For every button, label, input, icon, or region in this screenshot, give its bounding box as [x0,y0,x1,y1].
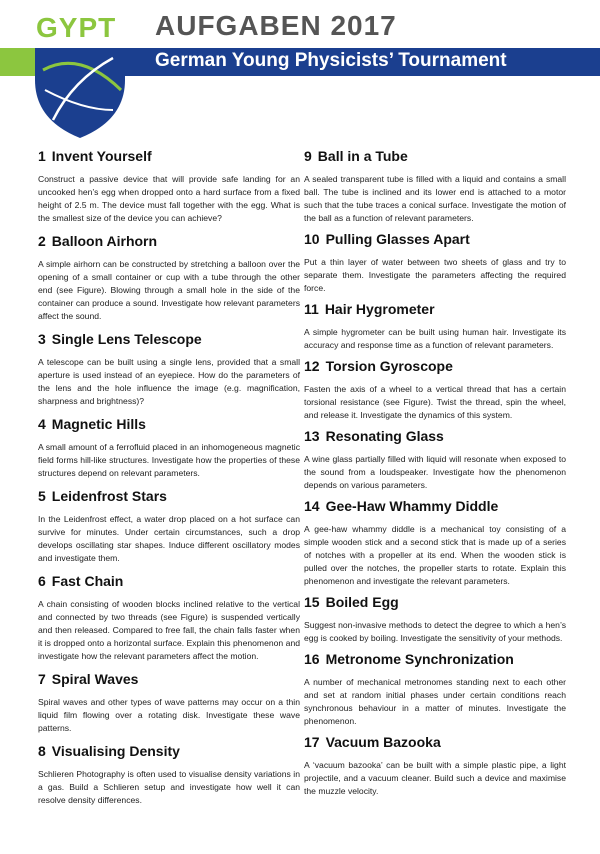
task-title: Boiled Egg [325,594,399,610]
task-15 [304,594,566,645]
task-14 [304,498,566,588]
task-13 [304,428,566,492]
task-title: Invent Yourself [51,148,152,164]
task-heading [38,488,300,504]
task-title: Ball in a Tube [317,148,408,164]
task-title: Spiral Waves [51,671,139,687]
task-heading [304,428,566,444]
task-text: A sealed transparent tube is filled with a liquid and contains a small ball. The tube is inclined and its lower end is attached to a motor such that the tube traces a conical surface. Investigate the motion of the ball as a function of relevant parameters. [304,174,566,223]
task-text: A number of mechanical metronomes standing next to each other and set at random initial phases under certain conditions reach synchronous behaviour in a matter of minutes. Investigate the phenomenon. [304,677,566,726]
task-number: 6 [38,573,46,589]
task-number: 5 [38,488,46,504]
task-number: 13 [304,428,320,444]
task-heading [38,148,300,164]
task-text: Put a thin layer of water between two sheets of glass and try to separate them. Investigate the parameters affecting the required force. [304,257,566,293]
task-heading [304,594,566,610]
task-heading [304,231,566,247]
task-heading [304,358,566,374]
task-1 [38,148,300,225]
page-title: AUFGABEN 2017 [155,10,397,41]
task-number: 2 [38,233,46,249]
task-6 [38,573,300,663]
task-heading [38,416,300,432]
task-8 [38,743,300,807]
task-number: 17 [304,734,320,750]
task-text: A simple airhorn can be constructed by stretching a balloon over the opening of a small container or cup with a tube through the other end (see Figure). Blowing through a small hole in the side of the container can produce a sound. Investigate how relevant parameters affect the sound. [38,259,300,321]
task-11 [304,301,566,352]
task-text: In the Leidenfrost effect, a water drop placed on a hot surface can survive for minutes. Under certain circumstances, such a drop develops oscillating star shapes. Induce different oscillatory modes and investigate them. [38,514,300,563]
task-title: Hair Hygrometer [324,301,435,317]
logo-text: GYPT [36,12,117,43]
task-text: A gee-haw whammy diddle is a mechanical toy consisting of a simple wooden stick and a second stick that is made up of a series of notches with a propeller at its end. When the wooden stick is pulled over the notches, the propeller starts to rotate. Explain this phenomenon and investigate the relevant parameters. [304,524,566,586]
task-text: A ‘vacuum bazooka’ can be built with a simple plastic pipe, a light projectile, and a vacuum cleaner. Build such a device and maximise the muzzle velocity. [304,760,566,796]
task-title: Magnetic Hills [51,416,146,432]
page-subtitle: German Young Physicists’ Tournament [155,50,507,71]
page-header [0,0,600,130]
task-number: 9 [304,148,312,164]
left-column [38,148,300,815]
task-title: Balloon Airhorn [51,233,158,249]
task-number: 3 [38,331,46,347]
task-number: 12 [304,358,320,374]
task-number: 7 [38,671,46,687]
task-heading [38,743,300,759]
task-title: Vacuum Bazooka [325,734,441,750]
task-title: Single Lens Telescope [51,331,202,347]
task-number: 11 [304,301,319,317]
task-title: Gee-Haw Whammy Diddle [325,498,499,514]
task-12 [304,358,566,422]
task-text: A chain consisting of wooden blocks inclined relative to the vertical and connected by two threads (see Figure) is suspended vertically and then released. Compared to free fall, the chain falls faster when it is dropped onto a horizontal surface. Explain this phenomenon and investigate how the relevant parameters affect the motion. [38,599,300,661]
task-heading [38,331,300,347]
task-heading [38,671,300,687]
task-text: Suggest non-invasive methods to detect the degree to which a hen’s egg is cooked by boiling. Investigate the sensitivity of your methods. [304,620,566,643]
task-number: 14 [304,498,320,514]
gypt-shield-logo [33,40,127,140]
task-title: Visualising Density [51,743,180,759]
task-5 [38,488,300,565]
task-text: Construct a passive device that will provide safe landing for an uncooked hen’s egg when dropped onto a hard surface from a fixed height of 2.5 m. The device must fall together with the egg. What is the smallest size of the device you can achieve? [38,174,300,223]
task-3 [38,331,300,408]
task-7 [38,671,300,735]
task-2 [38,233,300,323]
task-title: Fast Chain [51,573,124,589]
task-number: 8 [38,743,46,759]
task-10 [304,231,566,295]
task-text: Fasten the axis of a wheel to a vertical thread that has a certain torsional resistance (see Figure). Twist the thread, spin the wheel, and release it. Investigate the dynamics of this system. [304,384,566,420]
task-number: 4 [38,416,46,432]
task-heading [304,734,566,750]
task-text: A telescope can be built using a single lens, provided that a small aperture is used instead of an eyepiece. How do the parameters of the lens and the hole influence the image (e.g. magnification, sharpness and brightness)? [38,357,300,406]
task-heading [304,301,566,317]
task-heading [304,651,566,667]
task-text: Spiral waves and other types of wave patterns may occur on a thin liquid film flowing over a rotating disk. Investigate these wave patterns. [38,697,300,733]
task-number: 16 [304,651,320,667]
task-title: Pulling Glasses Apart [325,231,470,247]
task-title: Torsion Gyroscope [325,358,453,374]
task-17 [304,734,566,798]
task-text: A simple hygrometer can be built using human hair. Investigate its accuracy and response time as a function of relevant parameters. [304,327,566,350]
task-number: 1 [38,148,46,164]
right-column [304,148,566,804]
task-heading [38,233,300,249]
task-number: 15 [304,594,320,610]
task-16 [304,651,566,728]
task-number: 10 [304,231,320,247]
task-text: Schlieren Photography is often used to visualise density variations in a gas. Build a Schlieren setup and investigate how well it can resolve density differences. [38,769,300,805]
task-title: Metronome Synchronization [325,651,514,667]
task-text: A small amount of a ferrofluid placed in an inhomogeneous magnetic field forms hill-like structures. Investigate how the properties of these structures depend on relevant parameters. [38,442,300,478]
task-9 [304,148,566,225]
task-title: Leidenfrost Stars [51,488,167,504]
task-heading [38,573,300,589]
task-title: Resonating Glass [325,428,444,444]
task-text: A wine glass partially filled with liquid will resonate when exposed to the sound from a loudspeaker. Investigate how the phenomenon depends on various parameters. [304,454,566,490]
task-heading [304,498,566,514]
task-4 [38,416,300,480]
task-heading [304,148,566,164]
